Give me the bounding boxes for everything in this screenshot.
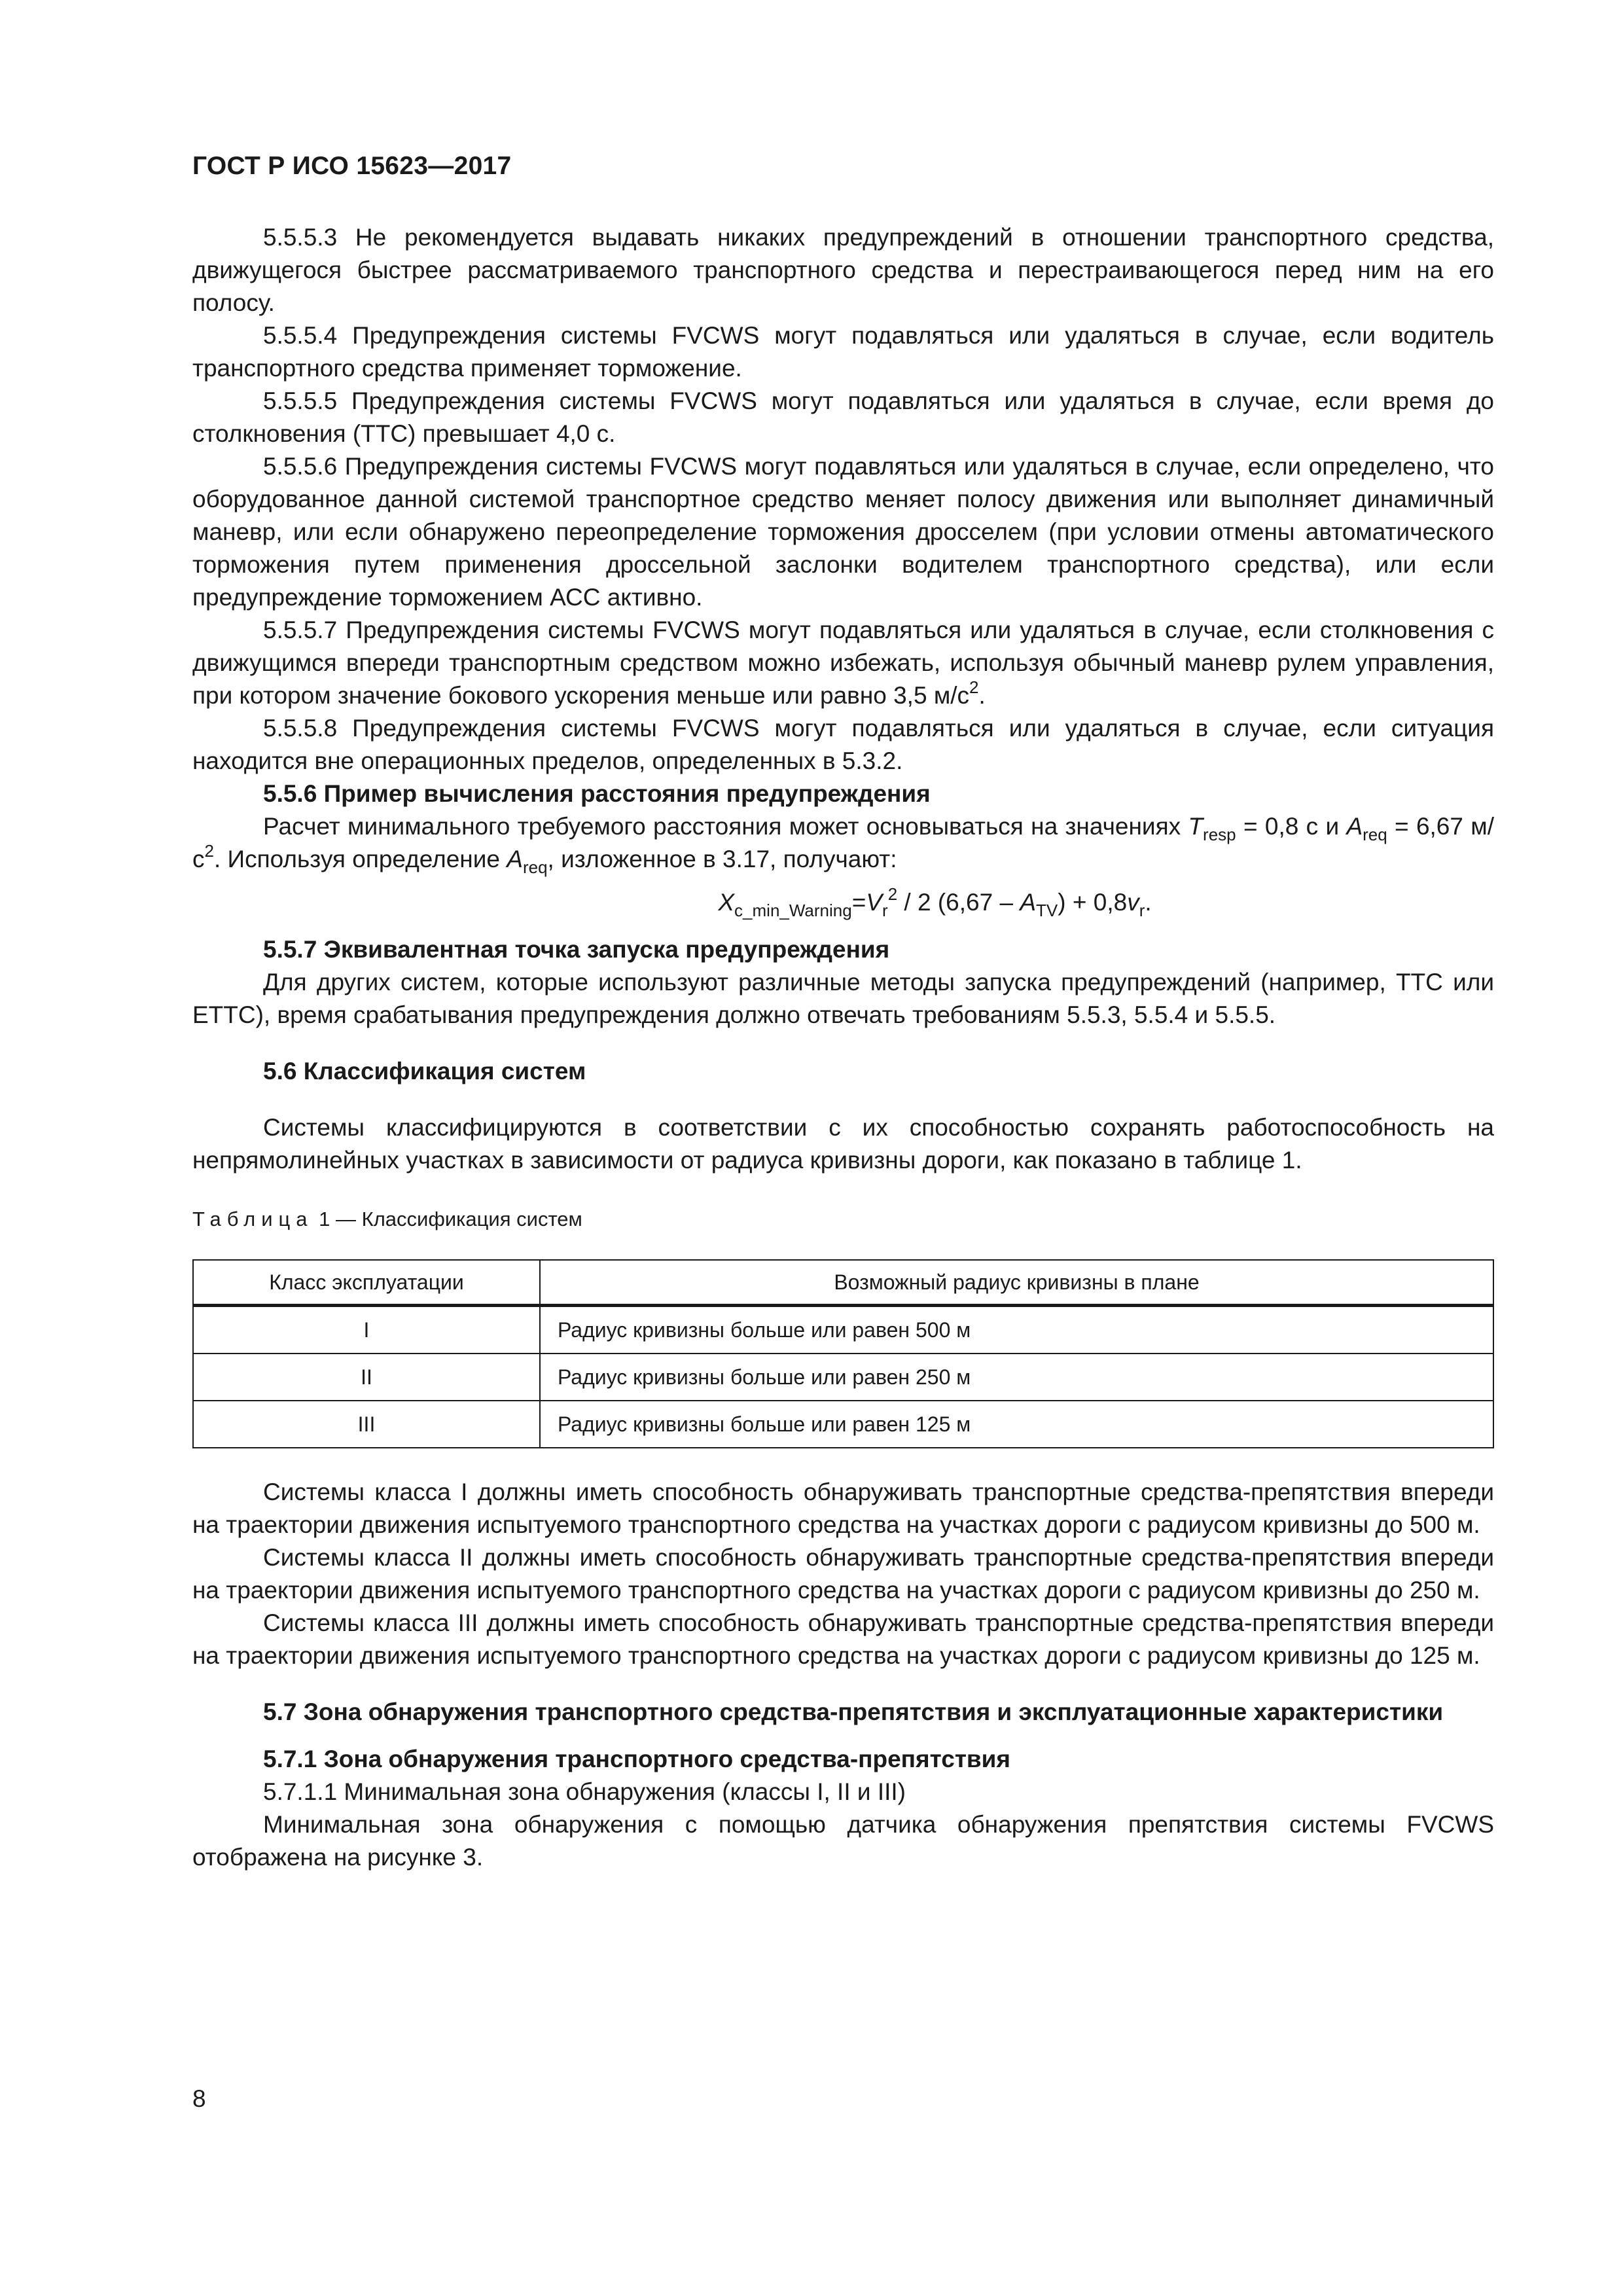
text-run: / 2 (6,67 – (897, 889, 1020, 916)
subscript: resp (1203, 825, 1236, 844)
heading-5-6: 5.6 Классификация систем (263, 1058, 586, 1085)
paragraph-5-5-5-7-text: 5.5.5.7 Предупреждения системы FVCWS могут подавляться или удаляться в случае, если столкновения с движущимся впереди транспортным средством можно избежать, используя обычный маневр рулем управления, при котором значение бокового ускорения меньше или равно 3,5 м/с (192, 617, 1494, 709)
table-cell: Радиус кривизны больше или равен 250 м (540, 1354, 1493, 1401)
table-cell: III (193, 1401, 540, 1448)
heading-5-5-6: 5.5.6 Пример вычисления расстояния предупреждения (263, 780, 931, 807)
var-a: A (1346, 813, 1363, 840)
equals: = (851, 889, 866, 916)
table-header-row (193, 1260, 1493, 1306)
heading-5-7-1: 5.7.1 Зона обнаружения транспортного средства-препятствия (263, 1746, 1011, 1772)
table-row (193, 1401, 1493, 1448)
column-header: Возможный радиус кривизны в плане (540, 1260, 1493, 1306)
paragraph-5-5-5-3: 5.5.5.3 Не рекомендуется выдавать никаких предупреждений в отношении транспортного средства, движущегося быстрее рассматриваемого транспортного средства и перестраивающегося перед ним на его полосу. (192, 224, 1494, 316)
classification-table (192, 1259, 1494, 1448)
text-run: = 6,67 м/с (192, 813, 1494, 872)
var-x: X (718, 889, 735, 916)
paragraph-class-3: Системы класса III должны иметь способность обнаруживать транспортные средства-препятствия впереди на траектории движения испытуемого транспортного средства на участках дороги с радиусом кривизны до 125 м. (192, 1609, 1494, 1669)
text-run: = 0,8 с и (1236, 813, 1347, 840)
var-t: T (1188, 813, 1204, 840)
document-header: ГОСТ Р ИСО 15623—2017 (192, 152, 512, 180)
page-number: 8 (192, 2085, 206, 2112)
paragraph-5-5-7: Для других систем, которые используют различные методы запуска предупреждений (например, TTC или ETTC), время срабатывания предупреждения должно отвечать требованиям 5.5.3, 5.5.4 и 5.5.5. (192, 969, 1494, 1028)
subscript: req (1363, 825, 1387, 844)
paragraph-5-5-5-4: 5.5.5.4 Предупреждения системы FVCWS могут подавляться или удаляться в случае, если водитель транспортного средства применяет торможение. (192, 322, 1494, 382)
subscript: req (522, 857, 548, 877)
table-cell: I (193, 1306, 540, 1354)
paragraph-class-2: Системы класса II должны иметь способность обнаруживать транспортные средства-препятствия впереди на траектории движения испытуемого транспортного средства на участках дороги с радиусом кривизны до 250 м. (192, 1544, 1494, 1604)
superscript: 2 (887, 884, 898, 904)
caption-label: Таблица (192, 1208, 313, 1230)
heading-5-7: 5.7 Зона обнаружения транспортного средства-препятствия и эксплуатационные характеристики (263, 1698, 1444, 1725)
column-header: Класс эксплуатации (193, 1260, 540, 1306)
paragraph-5-5-6 (192, 810, 1494, 876)
var-v: V (866, 889, 883, 916)
text-run: , изложенное в 3.17, получают: (547, 846, 897, 872)
subscript: TV (1036, 901, 1058, 920)
punct: . (1145, 889, 1152, 916)
document-body (192, 221, 1494, 1874)
table-row (193, 1306, 1493, 1354)
paragraph-5-5-5-8: 5.5.5.8 Предупреждения системы FVCWS могут подавляться или удаляться в случае, если ситуация находится вне операционных пределов, определенных в 5.3.2. (192, 715, 1494, 774)
var-a: A (1020, 889, 1037, 916)
paragraph-5-5-5-6: 5.5.5.6 Предупреждения системы FVCWS могут подавляться или удаляться в случае, если определено, что оборудованное данной системой транспортное средство меняет полосу движения или выполняет динамичный маневр, или если обнаружено переопределение торможения дросселем (при условии отмены автоматического торможения путем применения дроссельной заслонки водителем транспортного средства), или если предупреждение торможением АСС активно. (192, 453, 1494, 611)
paragraph-5-5-5-5: 5.5.5.5 Предупреждения системы FVCWS могут подавляться или удаляться в случае, если время до столкновения (TTC) превышает 4,0 с. (192, 387, 1494, 447)
var-a: A (507, 846, 523, 872)
subscript: r (1139, 901, 1145, 920)
heading-5-5-7: 5.5.7 Эквивалентная точка запуска предупреждения (263, 936, 890, 963)
superscript: 2 (204, 841, 214, 861)
table-caption (192, 1203, 1494, 1236)
subscript: c_min_Warning (734, 901, 852, 920)
text-run: Расчет минимального требуемого расстояния может основываться на значениях (263, 813, 1188, 840)
caption-text: 1 — Классификация систем (313, 1208, 582, 1230)
paragraph-class-1: Системы класса I должны иметь способность обнаруживать транспортные средства-препятствия впереди на траектории движения испытуемого транспортного средства на участках дороги с радиусом кривизны до 500 м. (192, 1479, 1494, 1538)
paragraph-5-6: Системы классифицируются в соответствии с их способностью сохранять работоспособность на непрямолинейных участках в зависимости от радиуса кривизны дороги, как показано в таблице 1. (192, 1114, 1494, 1174)
table-cell: Радиус кривизны больше или равен 125 м (540, 1401, 1493, 1448)
paragraph-5-5-5-7 (192, 614, 1494, 712)
text-run: ) + 0,8 (1058, 889, 1128, 916)
paragraph-5-7-1-1: 5.7.1.1 Минимальная зона обнаружения (классы I, II и III) (263, 1778, 906, 1805)
var-v-small: v (1127, 889, 1139, 916)
table-row (193, 1354, 1493, 1401)
subscript: r (882, 901, 888, 920)
punct: . (978, 682, 986, 709)
text-run: . Используя определение (213, 846, 507, 872)
table-cell: II (193, 1354, 540, 1401)
superscript: 2 (969, 677, 979, 697)
table-cell: Радиус кривизны больше или равен 500 м (540, 1306, 1493, 1354)
paragraph-5-7-1-1-text: Минимальная зона обнаружения с помощью датчика обнаружения препятствия системы FVCWS отображена на рисунке 3. (192, 1811, 1494, 1871)
warning-distance-formula (192, 886, 1494, 919)
